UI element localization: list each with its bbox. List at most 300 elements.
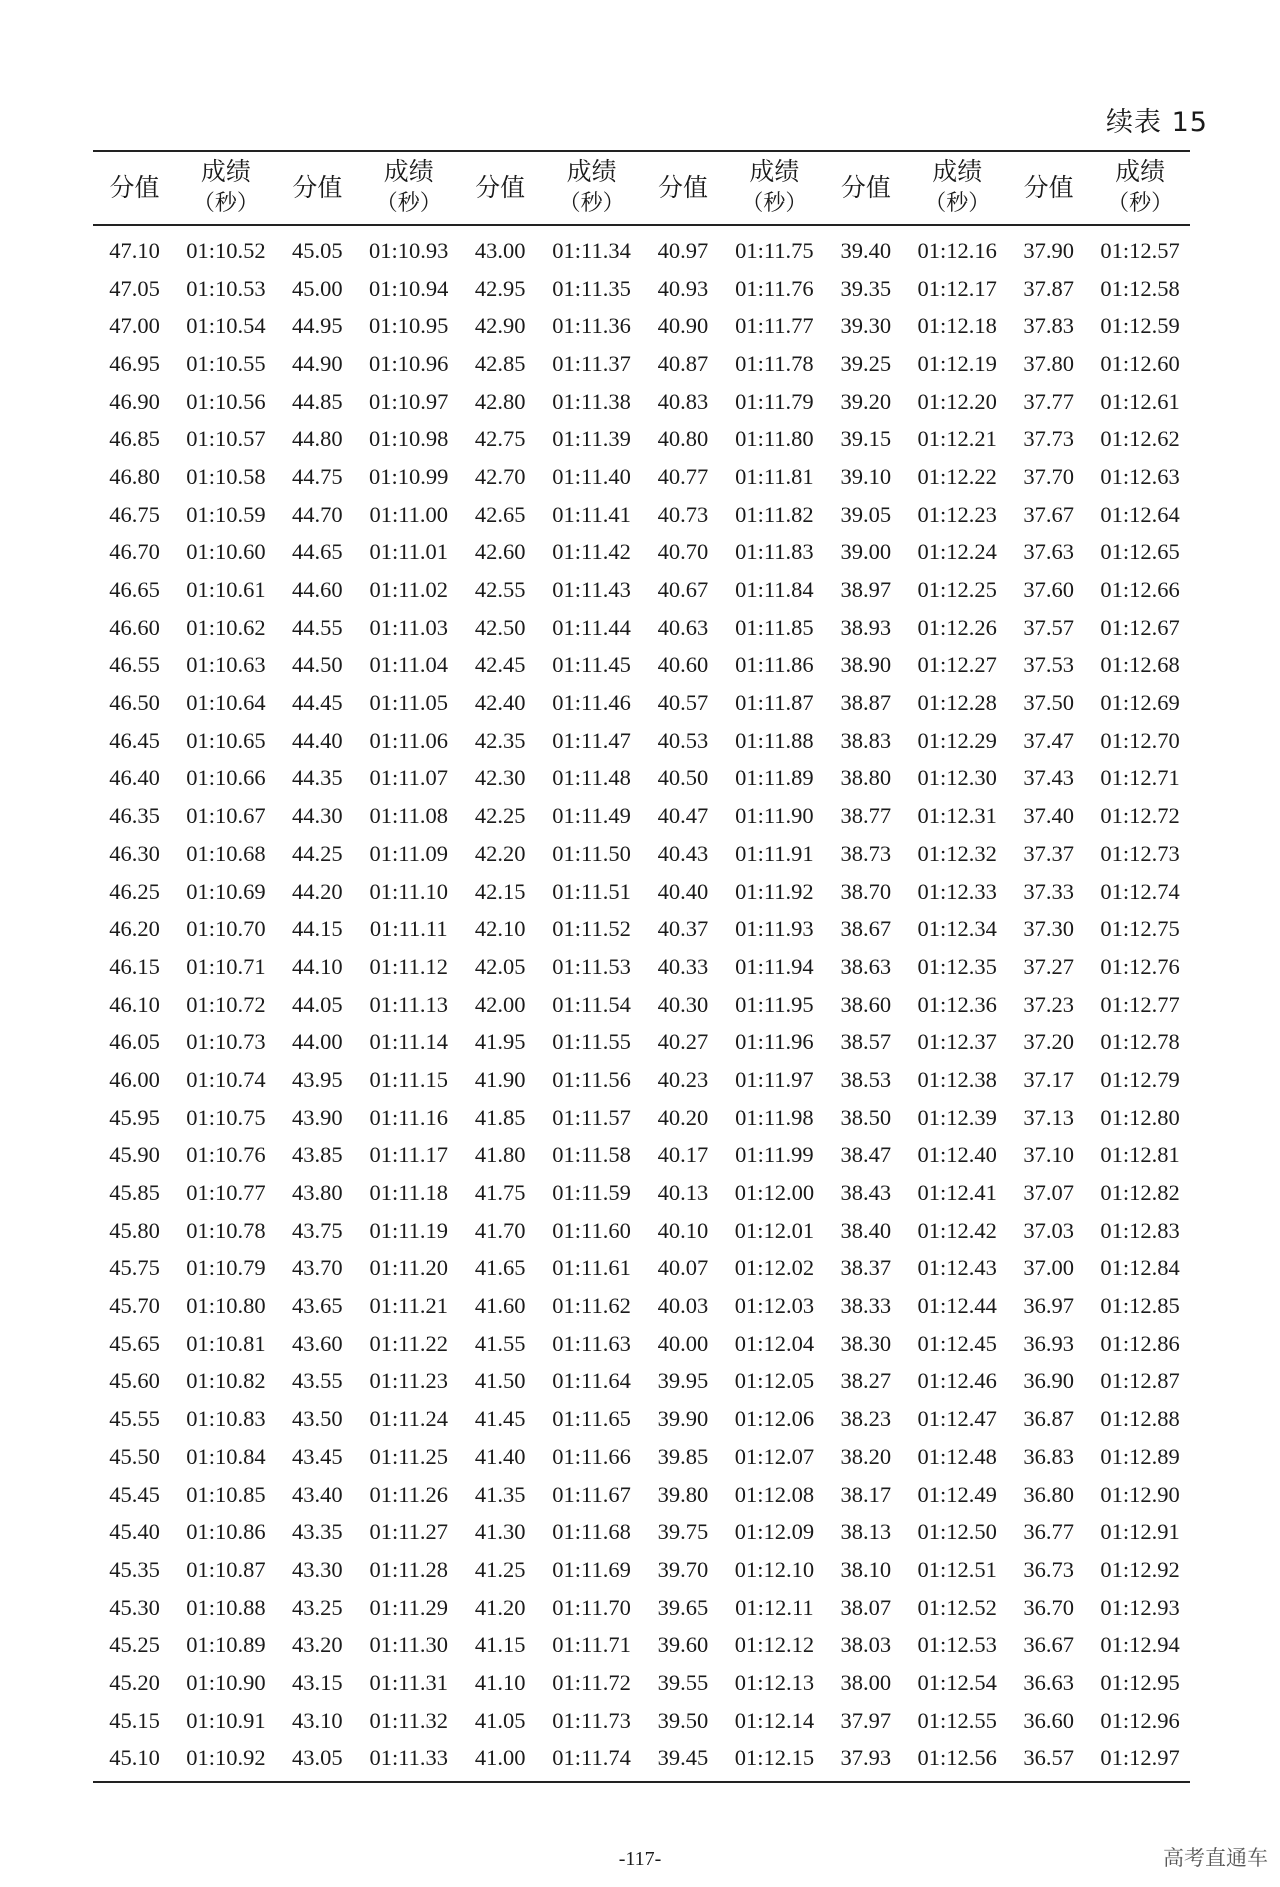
score-cell: 40.20 [657,1104,709,1130]
score-cell: 45.55 [109,1406,160,1432]
time-cell: 01:12.00 [734,1180,815,1206]
time-cell: 01:12.17 [917,275,997,301]
time-cell: 01:10.97 [369,388,449,414]
score-cell: 44.65 [292,539,343,565]
time-cell: 01:11.15 [369,1066,449,1092]
time-cell: 01:11.85 [735,614,814,640]
score-cell: 39.85 [657,1443,709,1469]
time-cell: 01:12.02 [734,1255,815,1281]
time-cell: 01:12.74 [1100,878,1180,904]
score-cell: 39.35 [840,275,892,301]
score-cell: 45.20 [109,1669,160,1695]
time-cell: 01:12.40 [917,1142,997,1168]
score-cell: 41.75 [474,1180,526,1206]
time-cell: 01:12.81 [1100,1142,1180,1168]
time-cell: 01:12.90 [1100,1481,1180,1507]
score-table [93,150,1190,1783]
time-cell: 01:11.32 [369,1707,449,1733]
time-cell: 01:11.55 [552,1029,631,1055]
score-cell: 46.35 [109,803,160,829]
time-cell: 01:11.90 [735,803,814,829]
score-cell: 38.10 [840,1556,892,1582]
score-cell: 44.10 [292,953,343,979]
time-cell: 01:12.79 [1100,1066,1180,1092]
score-cell: 39.25 [840,350,892,376]
time-cell: 01:10.65 [186,727,266,753]
time-cell: 01:12.73 [1100,840,1180,866]
header-score: 分值 [93,151,176,225]
time-cell: 01:11.43 [552,577,631,603]
score-cell: 41.60 [474,1293,526,1319]
score-cell: 46.15 [109,953,160,979]
header-time-label: 成绩 [200,157,251,186]
score-cell: 37.93 [824,1740,907,1783]
table-row [93,1476,1190,1514]
table-row [93,1551,1190,1589]
score-cell: 40.43 [657,840,709,866]
time-cell: 01:11.67 [552,1481,631,1507]
time-cell: 01:12.93 [1100,1594,1180,1620]
time-cell: 01:12.50 [917,1519,997,1545]
score-cell: 41.40 [474,1443,526,1469]
table-row [93,345,1190,383]
score-cell: 38.90 [840,652,892,678]
score-cell: 46.95 [109,350,160,376]
time-cell: 01:11.77 [735,313,814,339]
header-time-unit: （秒） [192,191,259,216]
score-cell: 40.87 [657,350,709,376]
table-row [93,420,1190,458]
score-cell: 46.10 [109,991,160,1017]
score-cell: 43.20 [292,1632,343,1658]
time-cell: 01:11.18 [369,1180,449,1206]
score-cell: 41.25 [474,1556,526,1582]
score-cell: 45.30 [109,1594,160,1620]
table-row [93,458,1190,496]
time-cell: 01:12.66 [1100,577,1180,603]
score-cell: 38.63 [840,953,892,979]
score-cell: 38.60 [840,991,892,1017]
time-cell: 01:12.69 [1100,690,1180,716]
time-cell: 01:10.95 [369,313,449,339]
time-cell: 01:12.67 [1100,614,1180,640]
time-cell: 01:10.56 [186,388,266,414]
score-cell: 36.70 [1023,1594,1074,1620]
time-cell: 01:12.56 [907,1740,1007,1783]
table-row [93,225,1190,270]
table-row [93,797,1190,835]
time-cell: 01:10.99 [369,463,449,489]
score-cell: 45.25 [109,1632,160,1658]
score-cell: 42.00 [474,991,526,1017]
time-cell: 01:10.61 [186,577,266,603]
score-cell: 46.20 [109,916,160,942]
time-cell: 01:11.30 [369,1632,449,1658]
time-cell: 01:10.62 [186,614,266,640]
time-cell: 01:11.05 [369,690,449,716]
score-cell: 43.60 [292,1330,343,1356]
time-cell: 01:11.91 [735,840,814,866]
score-cell: 41.50 [474,1368,526,1394]
time-cell: 01:11.23 [369,1368,449,1394]
score-cell: 47.05 [109,275,160,301]
time-cell: 01:10.83 [186,1406,266,1432]
score-cell: 42.25 [474,803,526,829]
time-cell: 01:10.57 [186,426,266,452]
score-cell: 43.25 [292,1594,343,1620]
score-cell: 46.50 [109,690,160,716]
time-cell: 01:12.24 [917,539,997,565]
score-cell: 40.63 [657,614,709,640]
score-cell: 37.17 [1023,1066,1074,1092]
score-cell: 39.95 [657,1368,709,1394]
time-cell: 01:11.75 [735,237,814,263]
score-cell: 37.87 [1023,275,1074,301]
score-cell: 44.30 [292,803,343,829]
time-cell: 01:10.66 [186,765,266,791]
table-row [93,1325,1190,1363]
table-row [93,1664,1190,1702]
score-cell: 39.45 [641,1740,724,1783]
table-row [93,684,1190,722]
score-cell: 36.77 [1023,1519,1074,1545]
score-cell: 37.47 [1023,727,1074,753]
score-cell: 36.93 [1023,1330,1074,1356]
score-cell: 45.95 [109,1104,160,1130]
score-cell: 39.00 [840,539,892,565]
time-cell: 01:11.89 [735,765,814,791]
score-cell: 44.25 [292,840,343,866]
time-cell: 01:11.08 [369,803,449,829]
score-cell: 38.30 [840,1330,892,1356]
score-cell: 45.85 [109,1180,160,1206]
score-cell: 42.10 [474,916,526,942]
time-cell: 01:10.58 [186,463,266,489]
score-cell: 37.83 [1023,313,1074,339]
time-cell: 01:12.84 [1100,1255,1180,1281]
score-cell: 39.15 [840,426,892,452]
score-cell: 37.03 [1023,1217,1074,1243]
time-cell: 01:10.79 [186,1255,266,1281]
score-cell: 39.75 [657,1519,709,1545]
score-cell: 36.57 [1007,1740,1090,1783]
score-cell: 38.77 [840,803,892,829]
time-cell: 01:10.87 [186,1556,266,1582]
time-cell: 01:11.10 [369,878,449,904]
score-cell: 36.63 [1023,1669,1074,1695]
score-cell: 43.80 [292,1180,343,1206]
page-number: -117- [618,1848,662,1870]
score-cell: 38.97 [840,577,892,603]
score-cell: 36.87 [1023,1406,1074,1432]
time-cell: 01:11.41 [552,501,631,527]
time-cell: 01:10.94 [369,275,449,301]
table-row [93,1363,1190,1401]
score-cell: 37.23 [1023,991,1074,1017]
time-cell: 01:12.16 [917,237,997,263]
time-cell: 01:12.53 [917,1632,997,1658]
score-cell: 42.30 [474,765,526,791]
time-cell: 01:11.09 [369,840,449,866]
score-cell: 37.97 [840,1707,892,1733]
time-cell: 01:11.44 [552,614,631,640]
score-cell: 39.60 [657,1632,709,1658]
time-cell: 01:10.75 [186,1104,266,1130]
score-cell: 38.17 [840,1481,892,1507]
time-cell: 01:11.66 [552,1443,631,1469]
time-cell: 01:11.62 [552,1293,631,1319]
score-cell: 37.60 [1023,577,1074,603]
time-cell: 01:11.81 [735,463,814,489]
time-cell: 01:11.22 [369,1330,449,1356]
header-score: 分值 [1007,151,1090,225]
time-cell: 01:11.14 [369,1029,449,1055]
score-cell: 47.10 [109,237,160,263]
header-time [907,151,1007,225]
header-time-label: 成绩 [1115,157,1166,186]
time-cell: 01:11.29 [369,1594,449,1620]
score-cell: 46.00 [109,1066,160,1092]
time-cell: 01:12.94 [1100,1632,1180,1658]
time-cell: 01:12.39 [917,1104,997,1130]
time-cell: 01:10.70 [186,916,266,942]
time-cell: 01:11.70 [552,1594,631,1620]
score-cell: 40.73 [657,501,709,527]
score-cell: 37.37 [1023,840,1074,866]
time-cell: 01:11.12 [369,953,449,979]
time-cell: 01:11.73 [552,1707,631,1733]
time-cell: 01:11.36 [552,313,631,339]
score-cell: 42.75 [474,426,526,452]
score-cell: 36.83 [1023,1443,1074,1469]
score-cell: 40.47 [657,803,709,829]
time-cell: 01:12.51 [917,1556,997,1582]
time-cell: 01:12.46 [917,1368,997,1394]
score-cell: 44.75 [292,463,343,489]
time-cell: 01:12.03 [734,1293,815,1319]
score-cell: 45.15 [109,1707,160,1733]
table-body [93,225,1190,1782]
score-cell: 38.93 [840,614,892,640]
time-cell: 01:11.82 [735,501,814,527]
score-cell: 42.55 [474,577,526,603]
time-cell: 01:11.00 [369,501,449,527]
score-cell: 46.05 [109,1029,160,1055]
time-cell: 01:12.09 [734,1519,815,1545]
time-cell: 01:11.84 [735,577,814,603]
time-cell: 01:11.96 [735,1029,814,1055]
time-cell: 01:12.68 [1100,652,1180,678]
time-cell: 01:12.15 [725,1740,825,1783]
time-cell: 01:11.06 [369,727,449,753]
score-cell: 41.00 [459,1740,542,1783]
time-cell: 01:12.30 [917,765,997,791]
score-cell: 46.60 [109,614,160,640]
score-cell: 38.83 [840,727,892,753]
time-cell: 01:12.36 [917,991,997,1017]
score-cell: 42.95 [474,275,526,301]
time-cell: 01:11.20 [369,1255,449,1281]
score-cell: 45.65 [109,1330,160,1356]
header-time [359,151,459,225]
time-cell: 01:10.64 [186,690,266,716]
time-cell: 01:12.65 [1100,539,1180,565]
time-cell: 01:12.97 [1090,1740,1190,1783]
time-cell: 01:11.27 [369,1519,449,1545]
time-cell: 01:10.82 [186,1368,266,1394]
table-row [93,760,1190,798]
time-cell: 01:12.11 [735,1594,814,1620]
time-cell: 01:11.01 [369,539,449,565]
time-cell: 01:12.44 [917,1293,997,1319]
time-cell: 01:11.37 [552,350,631,376]
table-row [93,534,1190,572]
score-cell: 43.50 [292,1406,343,1432]
score-cell: 38.50 [840,1104,892,1130]
time-cell: 01:12.05 [734,1368,815,1394]
time-cell: 01:12.49 [917,1481,997,1507]
header-time-unit: （秒） [741,191,808,216]
time-cell: 01:11.51 [552,878,631,904]
score-cell: 38.53 [840,1066,892,1092]
header-time [176,151,276,225]
time-cell: 01:11.56 [552,1066,631,1092]
time-cell: 01:11.19 [369,1217,449,1243]
time-cell: 01:12.13 [734,1669,815,1695]
score-cell: 41.80 [474,1142,526,1168]
table-row [93,307,1190,345]
time-cell: 01:11.94 [735,953,814,979]
time-cell: 01:12.85 [1100,1293,1180,1319]
score-cell: 40.37 [657,916,709,942]
score-cell: 36.60 [1023,1707,1074,1733]
score-cell: 40.40 [657,878,709,904]
score-cell: 46.80 [109,463,160,489]
time-cell: 01:11.53 [552,953,631,979]
time-cell: 01:12.34 [917,916,997,942]
time-cell: 01:11.11 [369,916,448,942]
time-cell: 01:11.39 [552,426,631,452]
time-cell: 01:11.58 [552,1142,631,1168]
score-cell: 42.40 [474,690,526,716]
header-score: 分值 [459,151,542,225]
score-cell: 40.03 [657,1293,709,1319]
time-cell: 01:11.87 [735,690,814,716]
score-cell: 41.45 [474,1406,526,1432]
score-cell: 44.90 [292,350,343,376]
time-cell: 01:10.98 [369,426,449,452]
time-cell: 01:10.74 [186,1066,266,1092]
score-cell: 44.55 [292,614,343,640]
score-cell: 43.15 [292,1669,343,1695]
header-time [542,151,642,225]
score-cell: 39.55 [657,1669,709,1695]
time-cell: 01:11.65 [552,1406,631,1432]
score-cell: 46.25 [109,878,160,904]
watermark: 高考直通车 [1163,1846,1268,1870]
table-row [93,722,1190,760]
score-cell: 42.50 [474,614,526,640]
time-cell: 01:12.19 [917,350,997,376]
table-row [93,496,1190,534]
score-cell: 37.73 [1023,426,1074,452]
time-cell: 01:11.64 [552,1368,631,1394]
score-cell: 42.85 [474,350,526,376]
time-cell: 01:11.60 [552,1217,631,1243]
time-cell: 01:12.20 [917,388,997,414]
time-cell: 01:11.42 [552,539,631,565]
time-cell: 01:10.91 [186,1707,266,1733]
time-cell: 01:12.29 [917,727,997,753]
table-row [93,1137,1190,1175]
time-cell: 01:10.76 [186,1142,266,1168]
time-cell: 01:11.33 [359,1740,459,1783]
score-cell: 40.93 [657,275,709,301]
time-cell: 01:12.89 [1100,1443,1180,1469]
score-cell: 39.90 [657,1406,709,1432]
score-cell: 40.07 [657,1255,709,1281]
time-cell: 01:12.83 [1100,1217,1180,1243]
score-cell: 42.05 [474,953,526,979]
time-cell: 01:12.32 [917,840,997,866]
score-cell: 40.77 [657,463,709,489]
time-cell: 01:11.98 [735,1104,814,1130]
table-row [93,571,1190,609]
time-cell: 01:12.82 [1100,1180,1180,1206]
time-cell: 01:12.52 [917,1594,997,1620]
score-cell: 38.73 [840,840,892,866]
score-cell: 44.35 [292,765,343,791]
score-cell: 46.40 [109,765,160,791]
score-cell: 46.30 [109,840,160,866]
score-cell: 37.30 [1023,916,1074,942]
time-cell: 01:11.38 [552,388,631,414]
score-cell: 43.30 [292,1556,343,1582]
score-cell: 44.20 [292,878,343,904]
score-cell: 42.35 [474,727,526,753]
time-cell: 01:12.23 [917,501,997,527]
score-cell: 37.77 [1023,388,1074,414]
score-cell: 41.65 [474,1255,526,1281]
time-cell: 01:12.57 [1100,237,1180,263]
time-cell: 01:11.07 [369,765,449,791]
time-cell: 01:12.78 [1100,1029,1180,1055]
time-cell: 01:11.02 [369,577,449,603]
time-cell: 01:11.50 [552,840,631,866]
score-cell: 40.57 [657,690,709,716]
score-cell: 36.80 [1023,1481,1074,1507]
score-cell: 43.55 [292,1368,343,1394]
time-cell: 01:11.35 [552,275,631,301]
time-cell: 01:11.24 [369,1406,449,1432]
score-cell: 38.07 [840,1594,892,1620]
score-cell: 38.67 [840,916,892,942]
time-cell: 01:11.54 [552,991,631,1017]
score-cell: 39.80 [657,1481,709,1507]
score-cell: 43.70 [292,1255,343,1281]
time-cell: 01:12.72 [1100,803,1180,829]
score-cell: 39.20 [840,388,892,414]
time-cell: 01:12.41 [917,1180,997,1206]
time-cell: 01:10.93 [369,237,449,263]
table-row [93,986,1190,1024]
time-cell: 01:12.75 [1100,916,1180,942]
time-cell: 01:10.59 [186,501,266,527]
time-cell: 01:10.92 [176,1740,276,1783]
score-cell: 37.00 [1023,1255,1074,1281]
time-cell: 01:10.89 [186,1632,266,1658]
time-cell: 01:12.06 [734,1406,815,1432]
